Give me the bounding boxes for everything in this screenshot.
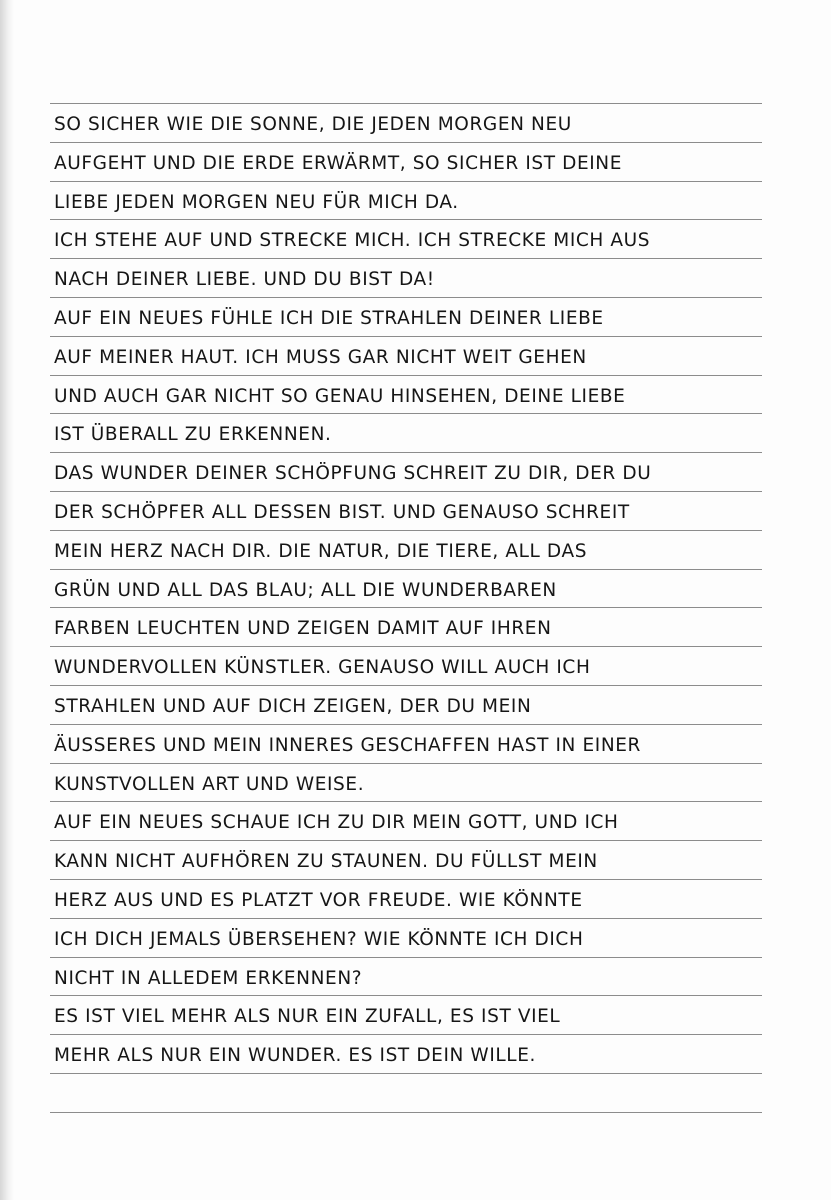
handwritten-text <box>54 106 762 1076</box>
text-line: NACH DEINER LIEBE. UND DU BIST DA! <box>54 269 435 291</box>
ruled-line <box>50 1112 762 1113</box>
text-line: GRÜN UND ALL DAS BLAU; ALL DIE WUNDERBAREN <box>54 579 557 601</box>
text-line: WUNDERVOLLEN KÜNSTLER. GENAUSO WILL AUCH ICH <box>54 657 591 679</box>
text-line: HERZ AUS UND ES PLATZT VOR FREUDE. WIE KÖNNTE <box>54 889 583 911</box>
text-line: IST ÜBERALL ZU ERKENNEN. <box>54 424 332 446</box>
text-line: DER SCHÖPFER ALL DESSEN BIST. UND GENAUSO SCHREIT <box>54 501 630 523</box>
text-line: MEIN HERZ NACH DIR. DIE NATUR, DIE TIERE, ALL DAS <box>54 540 588 562</box>
text-line: LIEBE JEDEN MORGEN NEU FÜR MICH DA. <box>54 191 459 213</box>
text-line: MEHR ALS NUR EIN WUNDER. ES IST DEIN WILLE. <box>54 1045 536 1067</box>
text-line: SO SICHER WIE DIE SONNE, DIE JEDEN MORGEN NEU <box>54 114 572 135</box>
text-line: AUF EIN NEUES FÜHLE ICH DIE STRAHLEN DEINER LIEBE <box>54 307 604 329</box>
text-line: KUNSTVOLLEN ART UND WEISE. <box>54 773 365 795</box>
text-line: AUFGEHT UND DIE ERDE ERWÄRMT, SO SICHER IST DEINE <box>54 152 623 174</box>
page-binding-shadow <box>0 0 14 1200</box>
text-line: AUF MEINER HAUT. ICH MUSS GAR NICHT WEIT GEHEN <box>54 346 587 368</box>
text-line: AUF EIN NEUES SCHAUE ICH ZU DIR MEIN GOTT, UND ICH <box>54 812 619 834</box>
text-line: FARBEN LEUCHTEN UND ZEIGEN DAMIT AUF IHREN <box>54 618 552 640</box>
text-line: ÄUSSERES UND MEIN INNERES GESCHAFFEN HAST IN EINER <box>54 734 641 756</box>
ruled-line <box>50 103 762 104</box>
text-line: DAS WUNDER DEINER SCHÖPFUNG SCHREIT ZU DIR, DER DU <box>54 463 652 485</box>
text-line: UND AUCH GAR NICHT SO GENAU HINSEHEN, DEINE LIEBE <box>54 385 626 407</box>
text-line: STRAHLEN UND AUF DICH ZEIGEN, DER DU MEIN <box>54 695 532 717</box>
text-line: ICH STEHE AUF UND STRECKE MICH. ICH STRECKE MICH AUS <box>54 230 651 252</box>
text-line: ES IST VIEL MEHR ALS NUR EIN ZUFALL, ES IST VIEL <box>54 1006 561 1028</box>
text-line: KANN NICHT AUFHÖREN ZU STAUNEN. DU FÜLLST MEIN <box>54 851 598 873</box>
text-line: NICHT IN ALLEDEM ERKENNEN? <box>54 967 363 989</box>
text-line: ICH DICH JEMALS ÜBERSEHEN? WIE KÖNNTE ICH DICH <box>54 928 584 950</box>
